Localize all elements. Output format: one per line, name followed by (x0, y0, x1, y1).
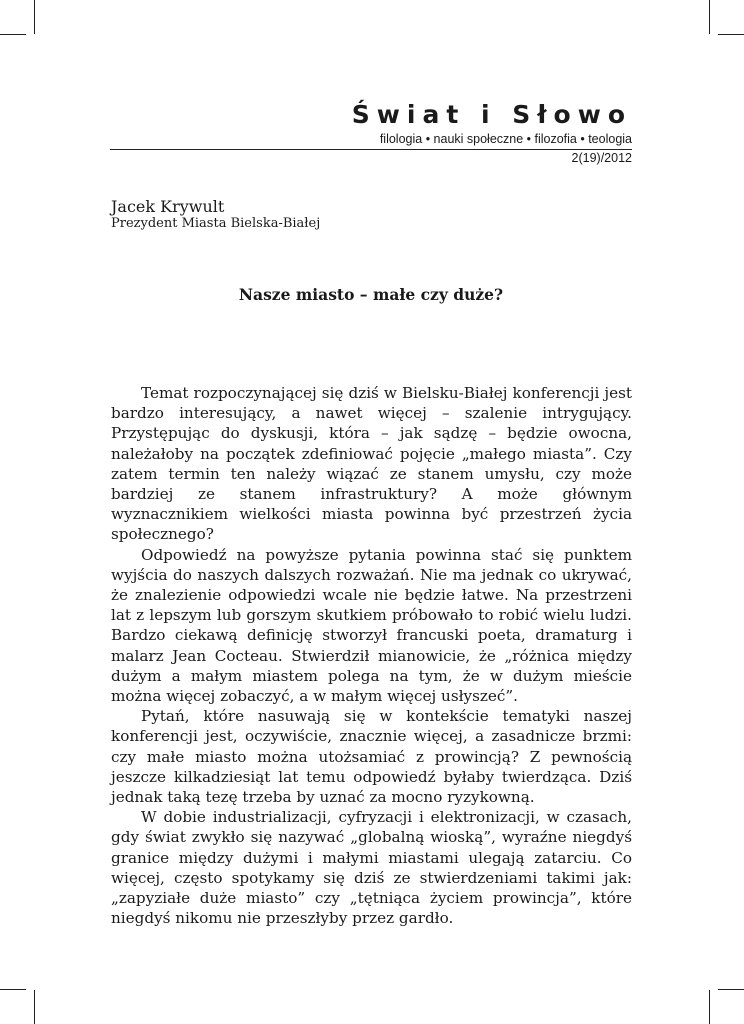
article-body (111, 383, 632, 928)
crop-mark-top-right-vertical (709, 0, 710, 34)
paragraph: Temat rozpoczynającej się dziś w Bielsku-Białej konferencji jest bardzo interesujący, a nawet więcej – szalenie intrygujący. Przystępując do dyskusji, która – jak sądzę – będzie owocna, należałoby na początek zdefiniować pojęcie „małego miasta”. Czy zatem termin ten należy wiązać ze stanem umysłu, czy może bardziej ze stanem infrastruktury? A może głównym wyznacznikiem wielkości miasta powinna być przestrzeń życia społecznego? (111, 384, 632, 544)
crop-mark-top-left-vertical (34, 0, 35, 34)
crop-mark-bottom-left-vertical (34, 990, 35, 1024)
crop-mark-bottom-left-horizontal (0, 989, 26, 990)
author-name: Jacek Krywult (111, 197, 225, 216)
header-rule (110, 149, 632, 150)
paragraph: Odpowiedź na powyższe pytania powinna stać się punktem wyjścia do naszych dalszych rozważań. Nie ma jednak co ukrywać, że znalezienie odpowiedzi wcale nie będzie łatwe. Na przestrzeni lat z lepszym lub gorszym skutkiem próbowało to robić wielu ludzi. Bardzo ciekawą definicję stworzył francuski poeta, dramaturg i malarz Jean Cocteau. Stwierdził mianowicie, że „różnica między dużym a małym miastem polega na tym, że w dużym mieście można więcej zobaczyć, a w małym więcej usłyszeć”. (111, 545, 632, 706)
paragraph: Pytań, które nasuwają się w kontekście tematyki naszej konferencji jest, oczywiście, znacznie więcej, a zasadnicze brzmi: czy małe miasto można utożsamiać z prowincją? Z pewnością jeszcze kilkadziesiąt lat temu odpowiedź byłaby twierdząca. Dziś jednak taką tezę trzeba by uznać za mocno ryzykowną. (111, 707, 632, 807)
crop-mark-top-right-horizontal (718, 34, 744, 35)
journal-subtitle: filologia • nauki społeczne • filozofia • teologia (379, 132, 632, 146)
paragraph: W dobie industrializacji, cyfryzacji i elektronizacji, w czasach, gdy świat zwykło się nazywać „globalną wioską”, wyraźne niegdyś granice między dużymi i małymi miastami ulegają zatarciu. Co więcej, często spotykamy się dziś ze stwierdzeniami takimi jak: „zapyziałe duże miasto” czy „tętniąca życiem prowincja”, które niegdyś nikomu nie przeszłyby przez gardło. (111, 808, 632, 928)
crop-mark-bottom-right-horizontal (718, 989, 744, 990)
journal-title: Świat i Słowo (351, 100, 632, 129)
issue-number: 2(19)/2012 (571, 151, 632, 165)
article-title: Nasze miasto – małe czy duże? (238, 285, 504, 304)
crop-mark-top-left-horizontal (0, 34, 26, 35)
author-affiliation: Prezydent Miasta Bielska-Białej (111, 216, 321, 231)
crop-mark-bottom-right-vertical (709, 990, 710, 1024)
